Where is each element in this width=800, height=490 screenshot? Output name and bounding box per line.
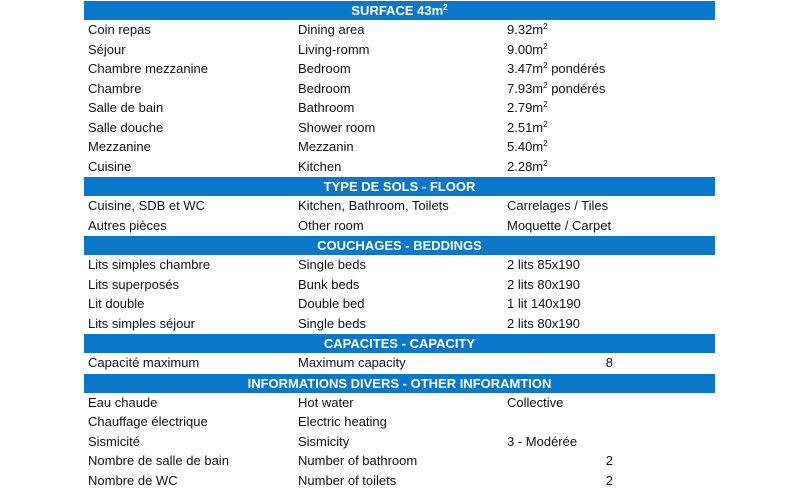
- label-fr: Capacité maximum: [88, 353, 199, 373]
- table-row: [84, 216, 715, 236]
- value-cell: [507, 314, 580, 334]
- label-en: Double bed: [298, 294, 365, 314]
- table-row: [84, 294, 715, 314]
- value-superscript: 2: [543, 81, 547, 90]
- table-row: [84, 196, 715, 216]
- label-fr: Coin repas: [88, 20, 151, 40]
- label-en: Bedroom: [298, 79, 351, 99]
- label-fr: Lits simples chambre: [88, 255, 210, 275]
- label-fr: Salle de bain: [88, 98, 163, 118]
- value-text: 2 lits 80x190: [507, 316, 580, 331]
- label-en: Sismicity: [298, 432, 349, 452]
- value-text: 9.32m: [507, 22, 543, 37]
- label-en: Shower room: [298, 118, 375, 138]
- value-cell: [507, 294, 581, 314]
- table-row: [84, 98, 715, 118]
- table-row: [84, 79, 715, 99]
- table-row: [84, 40, 715, 60]
- label-fr: Autres pièces: [88, 216, 167, 236]
- value-text: 2.28m: [507, 159, 543, 174]
- value-cell: [507, 451, 613, 471]
- value-cell: [507, 98, 548, 118]
- label-fr: Chambre mezzanine: [88, 59, 208, 79]
- value-text: 2.51m: [507, 120, 543, 135]
- label-en: Electric heating: [298, 412, 387, 432]
- label-fr: Cuisine, SDB et WC: [88, 196, 205, 216]
- label-en: Number of toilets: [298, 471, 396, 490]
- label-fr: Cuisine: [88, 157, 131, 177]
- section-title: CAPACITES - CAPACITY: [324, 336, 475, 351]
- label-fr: Séjour: [88, 40, 126, 60]
- value-text: 2 lits 85x190: [507, 257, 580, 272]
- label-en: Mezzanin: [298, 137, 354, 157]
- section-header: [84, 0, 715, 20]
- value-superscript: 2: [543, 42, 547, 51]
- value-text: 2 lits 80x190: [507, 277, 580, 292]
- value-superscript: 2: [543, 120, 547, 129]
- section-title-superscript: 2: [443, 3, 447, 12]
- label-en: Other room: [298, 216, 364, 236]
- value-text: 5.40m: [507, 139, 543, 154]
- table-row: [84, 471, 715, 490]
- value-superscript: 2: [543, 139, 547, 148]
- value-text: 1 lit 140x190: [507, 296, 581, 311]
- value-text: Carrelages / Tiles: [507, 198, 608, 213]
- table-row: [84, 118, 715, 138]
- section-title: COUCHAGES - BEDDINGS: [317, 238, 482, 253]
- value-text: 3 - Modérée: [507, 434, 577, 449]
- value-superscript: 2: [543, 22, 547, 31]
- label-en: Kitchen, Bathroom, Toilets: [298, 196, 449, 216]
- label-fr: Lit double: [88, 294, 144, 314]
- label-fr: Mezzanine: [88, 137, 151, 157]
- label-en: Kitchen: [298, 157, 341, 177]
- section-title: SURFACE 43m: [351, 3, 443, 18]
- label-en: Maximum capacity: [298, 353, 406, 373]
- value-cell: [507, 196, 608, 216]
- value-suffix: pondérés: [548, 81, 606, 96]
- value-cell: [507, 157, 548, 177]
- label-en: Single beds: [298, 314, 366, 334]
- section-header: [84, 373, 715, 393]
- label-fr: Sismicité: [88, 432, 140, 452]
- table-row: [84, 432, 715, 452]
- label-en: Hot water: [298, 393, 354, 413]
- value-cell: [507, 471, 613, 490]
- table-row: [84, 137, 715, 157]
- label-en: Living-romm: [298, 40, 370, 60]
- value-cell: [507, 275, 580, 295]
- label-en: Bedroom: [298, 59, 351, 79]
- value-cell: [507, 20, 548, 40]
- value-cell: [507, 137, 548, 157]
- label-en: Bathroom: [298, 98, 354, 118]
- table-row: [84, 20, 715, 40]
- label-fr: Nombre de salle de bain: [88, 451, 229, 471]
- section-title: INFORMATIONS DIVERS - OTHER INFORAMTION: [248, 376, 552, 391]
- table-row: [84, 353, 715, 373]
- value-superscript: 2: [543, 159, 547, 168]
- section-header: [84, 235, 715, 255]
- label-fr: Chambre: [88, 79, 141, 99]
- value-text: Collective: [507, 395, 563, 410]
- label-fr: Lits simples séjour: [88, 314, 195, 334]
- label-fr: Nombre de WC: [88, 471, 178, 490]
- value-cell: [507, 255, 580, 275]
- value-cell: [507, 353, 613, 373]
- value-text: 8: [606, 355, 613, 370]
- table-row: [84, 314, 715, 334]
- table-row: [84, 412, 715, 432]
- value-text: Moquette / Carpet: [507, 218, 611, 233]
- value-text: 9.00m: [507, 42, 543, 57]
- label-en: Single beds: [298, 255, 366, 275]
- value-cell: [507, 432, 577, 452]
- section-header: [84, 333, 715, 353]
- value-cell: [507, 118, 548, 138]
- value-text: 2: [606, 453, 613, 468]
- label-en: Bunk beds: [298, 275, 359, 295]
- value-cell: [507, 40, 548, 60]
- table-row: [84, 59, 715, 79]
- value-text: 2.79m: [507, 100, 543, 115]
- label-fr: Lits superposés: [88, 275, 179, 295]
- value-cell: [507, 216, 611, 236]
- value-text: 2: [606, 473, 613, 488]
- table-row: [84, 451, 715, 471]
- table-row: [84, 255, 715, 275]
- label-fr: Chauffage électrique: [88, 412, 208, 432]
- value-superscript: 2: [543, 100, 547, 109]
- property-info-sheet: [84, 0, 715, 490]
- value-cell: [507, 59, 605, 79]
- value-superscript: 2: [543, 61, 547, 70]
- value-text: 7.93m: [507, 81, 543, 96]
- label-fr: Eau chaude: [88, 393, 157, 413]
- value-text: 3.47m: [507, 61, 543, 76]
- label-en: Dining area: [298, 20, 365, 40]
- value-cell: [507, 393, 563, 413]
- section-title: TYPE DE SOLS - FLOOR: [324, 179, 476, 194]
- table-row: [84, 157, 715, 177]
- value-cell: [507, 79, 605, 99]
- section-header: [84, 176, 715, 196]
- value-suffix: pondérés: [548, 61, 606, 76]
- table-row: [84, 275, 715, 295]
- label-fr: Salle douche: [88, 118, 163, 138]
- table-row: [84, 393, 715, 413]
- label-en: Number of bathroom: [298, 451, 417, 471]
